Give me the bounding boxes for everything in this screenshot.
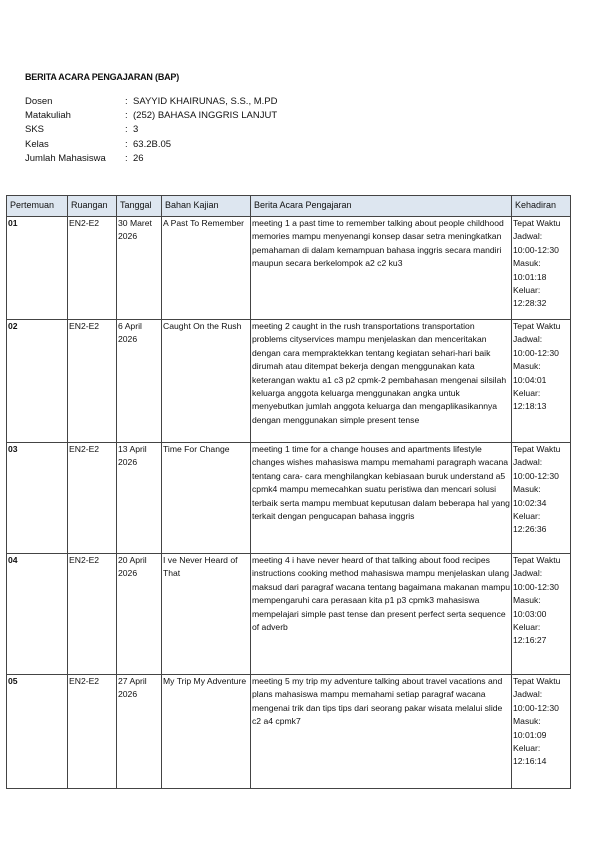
info-row-jumlah-mahasiswa — [25, 152, 277, 166]
check-out-label: Keluar: — [513, 511, 541, 522]
info-separator: : — [125, 96, 128, 107]
info-label: Dosen — [25, 96, 53, 107]
check-out-label: Keluar: — [513, 388, 541, 399]
info-value: SAYYID KHAIRUNAS, S.S., M.PD — [133, 96, 278, 107]
cell-bahan-kajian: Time For Change — [162, 443, 251, 554]
column-header: Pertemuan — [7, 196, 68, 217]
info-value: 63.2B.05 — [133, 138, 172, 150]
check-out-time: 12:26:36 — [513, 524, 547, 535]
check-in-time: 10:01:18 — [513, 271, 547, 282]
column-header: Tanggal — [117, 196, 162, 217]
cell-kehadiran — [512, 554, 571, 675]
cell-tanggal: 30 Maret 2026 — [117, 217, 162, 320]
check-in-time: 10:04:01 — [513, 374, 547, 385]
table-row — [7, 675, 571, 789]
table-row — [7, 320, 571, 443]
table-row — [7, 554, 571, 675]
cell-kehadiran — [512, 320, 571, 443]
course-info — [25, 95, 277, 166]
info-separator: : — [125, 110, 128, 122]
cell-bahan-kajian: Caught On the Rush — [162, 320, 251, 443]
info-row-sks — [25, 123, 277, 137]
check-out-label: Keluar: — [513, 622, 541, 633]
cell-tanggal: 27 April 2026 — [117, 675, 162, 789]
cell-berita-acara: meeting 5 my trip my adventure talking about travel vacations and plans mahasiswa mampu memahami setiap paragraf wacana mengenai trik dan tips tips dari seorang pakar wisata melalui slide c2 a4 cpmk7 — [251, 675, 512, 789]
check-out-label: Keluar: — [513, 743, 541, 754]
cell-kehadiran — [512, 443, 571, 554]
schedule-time: 10:00-12:30 — [513, 347, 559, 358]
schedule-time: 10:00-12:30 — [513, 470, 559, 481]
attendance-status: Tepat Waktu — [513, 444, 561, 454]
cell-berita-acara: meeting 1 a past time to remember talking about people childhood memories mampu menyenangi konsep dasar setra meningkatkan pemahaman di dalam kemampuan bahasa inggris secara mandiri maupun secara berkelompok a2 c2 ku3 — [251, 217, 512, 320]
cell-pertemuan: 03 — [7, 443, 68, 554]
schedule-label: Jadwal: — [513, 457, 543, 468]
attendance-status: Tepat Waktu — [513, 218, 561, 228]
cell-tanggal: 13 April 2026 — [117, 443, 162, 554]
info-label: Jumlah Mahasiswa — [25, 152, 106, 164]
info-separator: : — [125, 124, 128, 136]
info-separator: : — [125, 152, 128, 164]
info-row-matakuliah — [25, 109, 277, 123]
cell-tanggal: 6 April 2026 — [117, 320, 162, 443]
schedule-label: Jadwal: — [513, 231, 543, 242]
info-label: Matakuliah — [25, 110, 71, 122]
check-in-time: 10:02:34 — [513, 497, 547, 508]
table-row — [7, 217, 571, 320]
check-out-time: 12:18:13 — [513, 401, 547, 412]
check-out-time: 12:16:27 — [513, 635, 547, 646]
column-header: Berita Acara Pengajaran — [251, 196, 512, 217]
info-value: 3 — [133, 124, 139, 136]
info-row-kelas — [25, 138, 277, 152]
schedule-label: Jadwal: — [513, 689, 543, 700]
check-in-time: 10:03:00 — [513, 608, 547, 619]
check-in-time: 10:01:09 — [513, 729, 547, 740]
check-out-time: 12:28:32 — [513, 298, 547, 309]
cell-ruangan: EN2-E2 — [68, 443, 117, 554]
check-in-label: Masuk: — [513, 361, 541, 372]
cell-berita-acara: meeting 4 i have never heard of that talking about food recipes instructions cooking method mahasiswa mampu menjelaskan ulang maksud dari paragraf wacana tentang bagaimana makanan mampu mempengaruhi cara perasaan kita p1 p3 cpmk3 mahasiswa mempelajari simple past tense dan present perfect serta sequence of adverb — [251, 554, 512, 675]
cell-berita-acara: meeting 1 time for a change houses and apartments lifestyle changes wishes mahasiswa mampu memahami paragraph wacana tentang cara- cara menghilangkan kebiasaan buruk understand a5 cpmk4 mampu memecahkan suatu peristiwa dan mencari solusi terbaik serta mampu membuat keputusan dalam beberapa hal yang terkait dengan pengucapan bahasa inggris — [251, 443, 512, 554]
cell-bahan-kajian: I ve Never Heard of That — [162, 554, 251, 675]
cell-berita-acara: meeting 2 caught in the rush transportations transportation problems cityservices mampu menjelaskan dan menceritakan dengan cara mempraktekkan tentang kegiatan sehari-hari baik dirumah atau ditempat bekerja dengan menggunakan kata keterangan waktu a1 c3 p2 cpmk-2 pembahasan mengenai silsilah keluarga anggota keluarga menggunakan angka untuk menyebutkan jumlah anggota keluarga dan mengaplikasikannya dengan menggunakan simple present tense — [251, 320, 512, 443]
schedule-time: 10:00-12:30 — [513, 581, 559, 592]
cell-pertemuan: 01 — [7, 217, 68, 320]
info-row-dosen — [25, 95, 277, 109]
schedule-label: Jadwal: — [513, 568, 543, 579]
info-value: (252) BAHASA INGGRIS LANJUT — [133, 110, 278, 122]
column-header: Bahan Kajian — [162, 196, 251, 217]
bap-table — [6, 195, 571, 789]
check-in-label: Masuk: — [513, 258, 541, 269]
check-out-time: 12:16:14 — [513, 756, 547, 767]
cell-pertemuan: 02 — [7, 320, 68, 443]
cell-bahan-kajian: A Past To Remember — [162, 217, 251, 320]
cell-ruangan: EN2-E2 — [68, 217, 117, 320]
cell-pertemuan: 04 — [7, 554, 68, 675]
page-title: BERITA ACARA PENGAJARAN (BAP) — [25, 72, 180, 82]
schedule-time: 10:00-12:30 — [513, 244, 559, 255]
cell-ruangan: EN2-E2 — [68, 320, 117, 443]
table-header-row — [7, 196, 571, 217]
column-header: Kehadiran — [512, 196, 571, 217]
attendance-status: Tepat Waktu — [513, 321, 561, 331]
column-header: Ruangan — [68, 196, 117, 217]
info-label: Kelas — [25, 138, 49, 150]
info-separator: : — [125, 138, 128, 150]
table-row — [7, 443, 571, 554]
cell-ruangan: EN2-E2 — [68, 554, 117, 675]
check-in-label: Masuk: — [513, 716, 541, 727]
info-label: SKS — [25, 124, 45, 136]
schedule-label: Jadwal: — [513, 334, 543, 345]
cell-pertemuan: 05 — [7, 675, 68, 789]
check-in-label: Masuk: — [513, 484, 541, 495]
info-value: 26 — [133, 152, 144, 164]
cell-kehadiran — [512, 675, 571, 789]
cell-tanggal: 20 April 2026 — [117, 554, 162, 675]
cell-kehadiran — [512, 217, 571, 320]
attendance-status: Tepat Waktu — [513, 555, 561, 565]
cell-bahan-kajian: My Trip My Adventure — [162, 675, 251, 789]
schedule-time: 10:00-12:30 — [513, 702, 559, 713]
check-in-label: Masuk: — [513, 595, 541, 606]
check-out-label: Keluar: — [513, 285, 541, 296]
attendance-status: Tepat Waktu — [513, 676, 561, 686]
cell-ruangan: EN2-E2 — [68, 675, 117, 789]
